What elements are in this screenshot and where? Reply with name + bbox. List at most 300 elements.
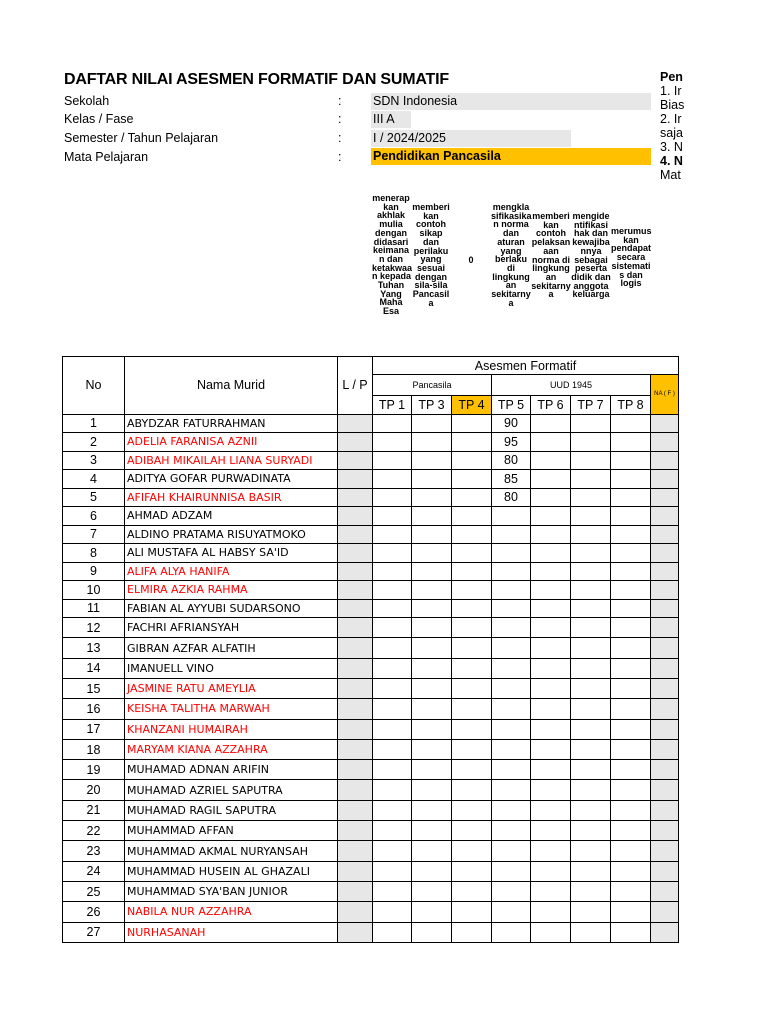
table-row — [63, 780, 679, 800]
score-tp4-cell[interactable] — [452, 544, 492, 563]
score-tp4-cell[interactable] — [452, 800, 492, 820]
score-tp8-cell[interactable] — [611, 599, 651, 618]
table-row — [63, 414, 679, 433]
score-tp4-cell[interactable] — [452, 739, 492, 759]
score-tp6-cell[interactable] — [531, 719, 571, 739]
final-score-cell — [651, 525, 679, 544]
score-tp6-cell[interactable] — [531, 780, 571, 800]
score-tp8-cell[interactable] — [611, 780, 651, 800]
final-score-cell — [651, 658, 679, 678]
gender-cell[interactable] — [338, 599, 373, 618]
score-tp3-cell[interactable] — [412, 821, 452, 841]
score-tp3-cell[interactable] — [412, 618, 452, 638]
student-name-cell: MUHAMMAD HUSEIN AL GHAZALI — [125, 861, 338, 881]
semester-value[interactable]: I / 2024/2025 — [371, 130, 571, 147]
score-tp8-cell[interactable] — [611, 841, 651, 861]
student-name-cell: ADIBAH MIKAILAH LIANA SURYADI — [125, 451, 338, 470]
score-tp3-cell[interactable] — [412, 800, 452, 820]
score-tp4-cell[interactable] — [452, 638, 492, 658]
score-tp1-cell[interactable] — [373, 414, 412, 433]
score-tp5-cell[interactable] — [492, 780, 531, 800]
score-tp6-cell[interactable] — [531, 470, 571, 489]
score-tp7-cell[interactable] — [571, 922, 611, 942]
table-row — [63, 861, 679, 881]
score-tp8-cell[interactable] — [611, 800, 651, 820]
score-tp1-cell[interactable] — [373, 902, 412, 922]
score-tp8-cell[interactable] — [611, 678, 651, 698]
score-tp8-cell[interactable] — [611, 562, 651, 581]
score-tp7-cell[interactable] — [571, 581, 611, 600]
score-tp6-cell[interactable] — [531, 739, 571, 759]
gender-cell[interactable] — [338, 488, 373, 507]
row-number-cell: 3 — [63, 451, 125, 470]
score-tp4-cell[interactable] — [452, 881, 492, 901]
score-tp8-cell[interactable] — [611, 470, 651, 489]
score-tp6-cell[interactable] — [531, 581, 571, 600]
score-tp8-cell[interactable] — [611, 414, 651, 433]
score-tp4-cell[interactable] — [452, 562, 492, 581]
score-tp5-cell[interactable]: 85 — [492, 470, 531, 489]
score-tp5-cell[interactable] — [492, 507, 531, 526]
final-score-cell — [651, 800, 679, 820]
score-tp4-cell[interactable] — [452, 599, 492, 618]
score-tp4-cell[interactable] — [452, 658, 492, 678]
score-tp7-cell[interactable] — [571, 780, 611, 800]
score-tp4-cell[interactable] — [452, 841, 492, 861]
score-tp7-cell[interactable] — [571, 433, 611, 452]
score-tp4-cell[interactable] — [452, 525, 492, 544]
gender-cell[interactable] — [338, 433, 373, 452]
final-score-cell — [651, 451, 679, 470]
table-row — [63, 638, 679, 658]
score-tp6-cell[interactable] — [531, 544, 571, 563]
table-row — [63, 433, 679, 452]
row-number-cell: 14 — [63, 658, 125, 678]
score-tp6-cell[interactable] — [531, 678, 571, 698]
score-tp7-cell[interactable] — [571, 881, 611, 901]
score-tp5-cell[interactable] — [492, 618, 531, 638]
score-tp7-cell[interactable] — [571, 678, 611, 698]
score-tp5-cell[interactable] — [492, 599, 531, 618]
score-tp1-cell[interactable] — [373, 470, 412, 489]
header-tp5: TP 5 — [492, 396, 531, 415]
gender-cell[interactable] — [338, 451, 373, 470]
score-tp1-cell[interactable] — [373, 881, 412, 901]
score-tp5-cell[interactable] — [492, 581, 531, 600]
note-line: 4. N — [660, 154, 683, 168]
score-tp7-cell[interactable] — [571, 562, 611, 581]
score-tp8-cell[interactable] — [611, 881, 651, 901]
score-tp8-cell[interactable] — [611, 760, 651, 780]
score-tp3-cell[interactable] — [412, 678, 452, 698]
row-number-cell: 21 — [63, 800, 125, 820]
class-colon: : — [338, 112, 342, 126]
student-name-cell: MUHAMMAD SYA'BAN JUNIOR — [125, 881, 338, 901]
score-tp5-cell[interactable]: 80 — [492, 451, 531, 470]
row-number-cell: 18 — [63, 739, 125, 759]
score-tp7-cell[interactable] — [571, 470, 611, 489]
score-tp5-cell[interactable] — [492, 719, 531, 739]
score-tp3-cell[interactable] — [412, 433, 452, 452]
gender-cell[interactable] — [338, 739, 373, 759]
score-tp3-cell[interactable] — [412, 507, 452, 526]
score-tp1-cell[interactable] — [373, 739, 412, 759]
gender-cell[interactable] — [338, 780, 373, 800]
gender-cell[interactable] — [338, 507, 373, 526]
score-tp3-cell[interactable] — [412, 562, 452, 581]
gender-cell[interactable] — [338, 699, 373, 719]
score-tp4-cell[interactable] — [452, 861, 492, 881]
score-tp7-cell[interactable] — [571, 658, 611, 678]
score-tp3-cell[interactable] — [412, 841, 452, 861]
final-score-cell — [651, 581, 679, 600]
score-tp5-cell[interactable] — [492, 800, 531, 820]
tp3-description: memberi kan contoh sikap dan perilaku yang sesuai dengan sila-sila Pancasil a — [412, 202, 450, 308]
school-colon: : — [338, 94, 342, 108]
final-score-cell — [651, 507, 679, 526]
final-score-cell — [651, 719, 679, 739]
header-name: Nama Murid — [125, 357, 338, 415]
header-tp3: TP 3 — [412, 396, 452, 415]
student-name-cell: MUHAMAD AZRIEL SAPUTRA — [125, 780, 338, 800]
score-tp3-cell[interactable] — [412, 414, 452, 433]
score-tp8-cell[interactable] — [611, 821, 651, 841]
row-number-cell: 25 — [63, 881, 125, 901]
final-score-cell — [651, 414, 679, 433]
score-tp7-cell[interactable] — [571, 902, 611, 922]
final-score-cell — [651, 562, 679, 581]
score-tp4-cell[interactable] — [452, 922, 492, 942]
score-tp8-cell[interactable] — [611, 638, 651, 658]
final-score-cell — [651, 638, 679, 658]
gender-cell[interactable] — [338, 719, 373, 739]
gender-cell[interactable] — [338, 414, 373, 433]
score-tp1-cell[interactable] — [373, 922, 412, 942]
score-tp6-cell[interactable] — [531, 841, 571, 861]
score-tp8-cell[interactable] — [611, 581, 651, 600]
score-tp5-cell[interactable] — [492, 699, 531, 719]
gender-cell[interactable] — [338, 562, 373, 581]
score-tp3-cell[interactable] — [412, 638, 452, 658]
score-tp7-cell[interactable] — [571, 861, 611, 881]
student-name-cell: MUHAMAD ADNAN ARIFIN — [125, 760, 338, 780]
score-tp8-cell[interactable] — [611, 451, 651, 470]
score-tp6-cell[interactable] — [531, 433, 571, 452]
score-tp7-cell[interactable] — [571, 507, 611, 526]
grades-table — [62, 356, 679, 943]
score-tp8-cell[interactable] — [611, 902, 651, 922]
score-tp7-cell[interactable] — [571, 544, 611, 563]
gender-cell[interactable] — [338, 800, 373, 820]
score-tp3-cell[interactable] — [412, 699, 452, 719]
score-tp5-cell[interactable] — [492, 658, 531, 678]
score-tp6-cell[interactable] — [531, 507, 571, 526]
table-row — [63, 922, 679, 942]
gender-cell[interactable] — [338, 544, 373, 563]
score-tp6-cell[interactable] — [531, 760, 571, 780]
score-tp4-cell[interactable] — [452, 902, 492, 922]
score-tp3-cell[interactable] — [412, 739, 452, 759]
score-tp6-cell[interactable] — [531, 562, 571, 581]
score-tp6-cell[interactable] — [531, 618, 571, 638]
note-line: 1. Ir — [660, 84, 682, 98]
score-tp4-cell[interactable] — [452, 414, 492, 433]
score-tp1-cell[interactable] — [373, 562, 412, 581]
score-tp1-cell[interactable] — [373, 618, 412, 638]
score-tp5-cell[interactable] — [492, 861, 531, 881]
score-tp4-cell[interactable] — [452, 699, 492, 719]
header-tp4: TP 4 — [452, 396, 492, 415]
student-name-cell: ADITYA GOFAR PURWADINATA — [125, 470, 338, 489]
score-tp7-cell[interactable] — [571, 800, 611, 820]
score-tp4-cell[interactable] — [452, 618, 492, 638]
score-tp4-cell[interactable] — [452, 760, 492, 780]
score-tp6-cell[interactable] — [531, 488, 571, 507]
score-tp8-cell[interactable] — [611, 618, 651, 638]
gender-cell[interactable] — [338, 902, 373, 922]
gender-cell[interactable] — [338, 638, 373, 658]
score-tp5-cell[interactable] — [492, 544, 531, 563]
notes-panel — [660, 70, 768, 182]
score-tp5-cell[interactable] — [492, 902, 531, 922]
note-line: saja — [660, 126, 683, 140]
gender-cell[interactable] — [338, 618, 373, 638]
score-tp1-cell[interactable] — [373, 433, 412, 452]
subject-value[interactable]: Pendidikan Pancasila — [371, 148, 651, 165]
gender-cell[interactable] — [338, 470, 373, 489]
score-tp7-cell[interactable] — [571, 760, 611, 780]
score-tp8-cell[interactable] — [611, 699, 651, 719]
score-tp3-cell[interactable] — [412, 599, 452, 618]
score-tp7-cell[interactable] — [571, 414, 611, 433]
score-tp1-cell[interactable] — [373, 821, 412, 841]
table-row — [63, 544, 679, 563]
score-tp1-cell[interactable] — [373, 780, 412, 800]
score-tp1-cell[interactable] — [373, 678, 412, 698]
score-tp3-cell[interactable] — [412, 451, 452, 470]
tp7-description: mengide ntifikasi hak dan kewajiba nnya sebagai peserta didik dan anggota keluarga — [571, 211, 611, 300]
row-number-cell: 17 — [63, 719, 125, 739]
score-tp8-cell[interactable] — [611, 658, 651, 678]
score-tp4-cell[interactable] — [452, 470, 492, 489]
score-tp7-cell[interactable] — [571, 599, 611, 618]
row-number-cell: 26 — [63, 902, 125, 922]
score-tp3-cell[interactable] — [412, 544, 452, 563]
score-tp5-cell[interactable] — [492, 821, 531, 841]
score-tp1-cell[interactable] — [373, 719, 412, 739]
final-score-cell — [651, 881, 679, 901]
score-tp8-cell[interactable] — [611, 525, 651, 544]
score-tp7-cell[interactable] — [571, 451, 611, 470]
document-title: DAFTAR NILAI ASESMEN FORMATIF DAN SUMATIF — [64, 71, 449, 88]
gender-cell[interactable] — [338, 861, 373, 881]
table-row — [63, 470, 679, 489]
final-score-cell — [651, 433, 679, 452]
score-tp6-cell[interactable] — [531, 658, 571, 678]
score-tp8-cell[interactable] — [611, 488, 651, 507]
score-tp4-cell[interactable] — [452, 780, 492, 800]
score-tp1-cell[interactable] — [373, 861, 412, 881]
score-tp5-cell[interactable] — [492, 922, 531, 942]
row-number-cell: 24 — [63, 861, 125, 881]
student-name-cell: NURHASANAH — [125, 922, 338, 942]
row-number-cell: 10 — [63, 581, 125, 600]
score-tp5-cell[interactable] — [492, 760, 531, 780]
final-score-cell — [651, 544, 679, 563]
score-tp4-cell[interactable] — [452, 719, 492, 739]
gender-cell[interactable] — [338, 922, 373, 942]
gender-cell[interactable] — [338, 760, 373, 780]
gender-cell[interactable] — [338, 841, 373, 861]
score-tp5-cell[interactable]: 80 — [492, 488, 531, 507]
final-score-cell — [651, 922, 679, 942]
score-tp7-cell[interactable] — [571, 719, 611, 739]
gender-cell[interactable] — [338, 525, 373, 544]
row-number-cell: 15 — [63, 678, 125, 698]
score-tp3-cell[interactable] — [412, 922, 452, 942]
school-value[interactable]: SDN Indonesia — [371, 93, 651, 110]
score-tp3-cell[interactable] — [412, 861, 452, 881]
gender-cell[interactable] — [338, 658, 373, 678]
score-tp5-cell[interactable] — [492, 841, 531, 861]
score-tp6-cell[interactable] — [531, 800, 571, 820]
score-tp8-cell[interactable] — [611, 507, 651, 526]
score-tp8-cell[interactable] — [611, 433, 651, 452]
row-number-cell: 8 — [63, 544, 125, 563]
score-tp1-cell[interactable] — [373, 760, 412, 780]
row-number-cell: 20 — [63, 780, 125, 800]
score-tp1-cell[interactable] — [373, 599, 412, 618]
score-tp1-cell[interactable] — [373, 488, 412, 507]
student-name-cell: KEISHA TALITHA MARWAH — [125, 699, 338, 719]
score-tp3-cell[interactable] — [412, 525, 452, 544]
score-tp3-cell[interactable] — [412, 719, 452, 739]
score-tp6-cell[interactable] — [531, 861, 571, 881]
score-tp7-cell[interactable] — [571, 488, 611, 507]
score-tp5-cell[interactable] — [492, 678, 531, 698]
score-tp6-cell[interactable] — [531, 699, 571, 719]
score-tp6-cell[interactable] — [531, 451, 571, 470]
row-number-cell: 22 — [63, 821, 125, 841]
row-number-cell: 6 — [63, 507, 125, 526]
score-tp7-cell[interactable] — [571, 739, 611, 759]
score-tp6-cell[interactable] — [531, 599, 571, 618]
score-tp3-cell[interactable] — [412, 902, 452, 922]
score-tp7-cell[interactable] — [571, 618, 611, 638]
score-tp7-cell[interactable] — [571, 841, 611, 861]
score-tp1-cell[interactable] — [373, 525, 412, 544]
score-tp5-cell[interactable]: 95 — [492, 433, 531, 452]
score-tp8-cell[interactable] — [611, 719, 651, 739]
table-row — [63, 658, 679, 678]
score-tp5-cell[interactable] — [492, 881, 531, 901]
score-tp7-cell[interactable] — [571, 525, 611, 544]
class-value[interactable]: III A — [371, 111, 411, 128]
score-tp1-cell[interactable] — [373, 544, 412, 563]
score-tp8-cell[interactable] — [611, 861, 651, 881]
score-tp4-cell[interactable] — [452, 678, 492, 698]
score-tp6-cell[interactable] — [531, 922, 571, 942]
score-tp6-cell[interactable] — [531, 525, 571, 544]
score-tp5-cell[interactable] — [492, 638, 531, 658]
student-name-cell: KHANZANI HUMAIRAH — [125, 719, 338, 739]
score-tp4-cell[interactable] — [452, 433, 492, 452]
score-tp1-cell[interactable] — [373, 507, 412, 526]
score-tp1-cell[interactable] — [373, 658, 412, 678]
score-tp5-cell[interactable]: 90 — [492, 414, 531, 433]
gender-cell[interactable] — [338, 821, 373, 841]
score-tp5-cell[interactable] — [492, 739, 531, 759]
score-tp8-cell[interactable] — [611, 922, 651, 942]
score-tp4-cell[interactable] — [452, 488, 492, 507]
score-tp6-cell[interactable] — [531, 881, 571, 901]
score-tp3-cell[interactable] — [412, 581, 452, 600]
score-tp6-cell[interactable] — [531, 821, 571, 841]
score-tp6-cell[interactable] — [531, 638, 571, 658]
score-tp5-cell[interactable] — [492, 525, 531, 544]
score-tp1-cell[interactable] — [373, 451, 412, 470]
score-tp3-cell[interactable] — [412, 780, 452, 800]
table-row — [63, 821, 679, 841]
row-number-cell: 11 — [63, 599, 125, 618]
final-score-cell — [651, 599, 679, 618]
score-tp4-cell[interactable] — [452, 451, 492, 470]
row-number-cell: 19 — [63, 760, 125, 780]
score-tp3-cell[interactable] — [412, 658, 452, 678]
student-name-cell: ELMIRA AZKIA RAHMA — [125, 581, 338, 600]
gender-cell[interactable] — [338, 581, 373, 600]
score-tp3-cell[interactable] — [412, 881, 452, 901]
score-tp4-cell[interactable] — [452, 507, 492, 526]
tp4-description: 0 — [468, 255, 474, 265]
score-tp6-cell[interactable] — [531, 414, 571, 433]
tp8-description: merumus kan pendapat secara sistemati s dan logis — [611, 226, 652, 289]
score-tp4-cell[interactable] — [452, 581, 492, 600]
row-number-cell: 5 — [63, 488, 125, 507]
gender-cell[interactable] — [338, 678, 373, 698]
score-tp1-cell[interactable] — [373, 581, 412, 600]
note-line: Mat — [660, 168, 681, 182]
score-tp3-cell[interactable] — [412, 760, 452, 780]
row-number-cell: 23 — [63, 841, 125, 861]
score-tp7-cell[interactable] — [571, 821, 611, 841]
table-row — [63, 902, 679, 922]
score-tp8-cell[interactable] — [611, 739, 651, 759]
row-number-cell: 4 — [63, 470, 125, 489]
gender-cell[interactable] — [338, 881, 373, 901]
final-score-cell — [651, 780, 679, 800]
score-tp7-cell[interactable] — [571, 699, 611, 719]
score-tp1-cell[interactable] — [373, 638, 412, 658]
score-tp1-cell[interactable] — [373, 699, 412, 719]
score-tp6-cell[interactable] — [531, 902, 571, 922]
score-tp1-cell[interactable] — [373, 800, 412, 820]
table-row — [63, 507, 679, 526]
student-name-cell: FABIAN AL AYYUBI SUDARSONO — [125, 599, 338, 618]
student-name-cell: ADELIA FARANISA AZNII — [125, 433, 338, 452]
score-tp5-cell[interactable] — [492, 562, 531, 581]
score-tp7-cell[interactable] — [571, 638, 611, 658]
school-label: Sekolah — [64, 94, 110, 108]
score-tp4-cell[interactable] — [452, 821, 492, 841]
score-tp3-cell[interactable] — [412, 488, 452, 507]
score-tp1-cell[interactable] — [373, 841, 412, 861]
student-name-cell: IMANUELL VINO — [125, 658, 338, 678]
score-tp3-cell[interactable] — [412, 470, 452, 489]
notes-heading: Pen — [660, 70, 683, 84]
header-asesmen-formatif: Asesmen Formatif — [373, 357, 679, 375]
score-tp8-cell[interactable] — [611, 544, 651, 563]
